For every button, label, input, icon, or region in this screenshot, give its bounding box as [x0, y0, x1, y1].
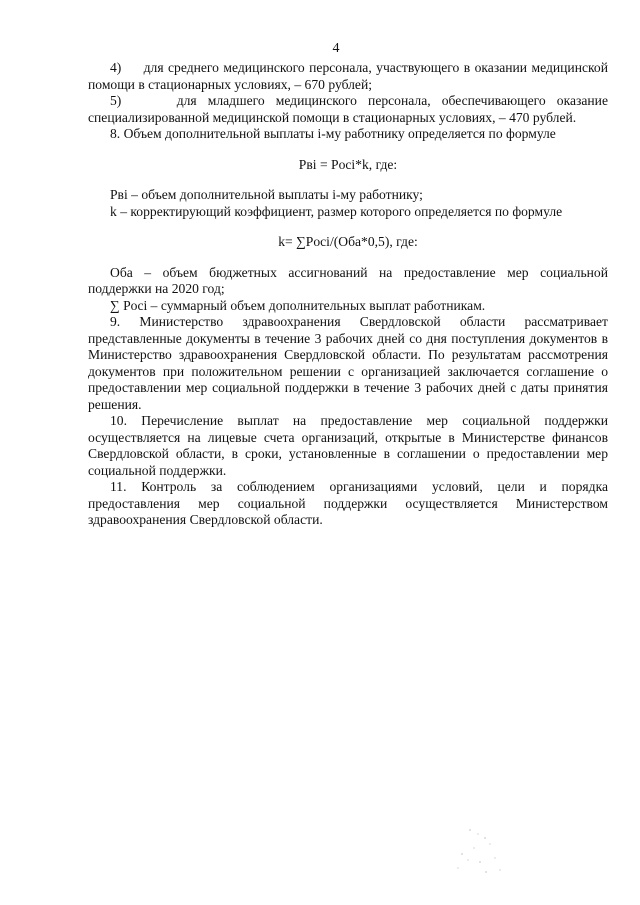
paragraph-point-8: 8. Объем дополнительной выплаты i-му работнику определяется по формуле — [110, 126, 556, 141]
definition-k: k – корректирующий коэффициент, размер которого определяется по формуле — [110, 203, 563, 219]
scan-noise-marks — [440, 820, 520, 880]
formula-coefficient: k= ∑Pоci/(Оба*0,5), где: — [278, 234, 418, 249]
page-number: 4 — [332, 41, 340, 56]
document-body — [88, 60, 608, 529]
paragraph-point-10: 10. Перечисление выплат на предоставление мер социальной поддержки осуществляется на лицевые счета организаций, открытые в Министерстве финансов Свердловской области, в сроки, установленные в соглашении о предоставлении мер социальной поддержки. — [88, 413, 608, 478]
formula-payment: Pвi = Pоci*k, где: — [298, 156, 398, 172]
paragraph-point-11: 11. Контроль за соблюдением организациями условий, цели и порядка предоставления мер социальной поддержки осуществляется Министерством здравоохранения Свердловской области. — [88, 479, 608, 527]
paragraph-item-5: 5) для младшего медицинского персонала, обеспечивающего оказание специализированной медицинской помощи в стационарных условиях, – 470 рублей. — [88, 93, 608, 125]
definition-oba: Оба – объем бюджетных ассигнований на предоставление мер социальной поддержки на 2020 год; — [88, 264, 608, 296]
paragraph-point-9: 9. Министерство здравоохранения Свердловской области рассматривает представленные документы в течение 3 рабочих дней со дня поступления документов в Министерство здравоохранения Свердловской области. По результатам рассмотрения документов при положительном решении с организацией заключается соглашение о предоставлении мер социальной поддержки в течение 3 рабочих дней с даты принятия решения. — [88, 314, 608, 412]
paragraph-item-4: 4) для среднего медицинского персонала, участвующего в оказании медицинской помощи в стационарных условиях, – 670 рублей; — [88, 60, 608, 92]
definition-pvi: Pвi – объем дополнительной выплаты i-му работнику; — [110, 187, 423, 202]
definition-sum-poci: ∑ Pоci – суммарный объем дополнительных выплат работникам. — [110, 297, 486, 313]
